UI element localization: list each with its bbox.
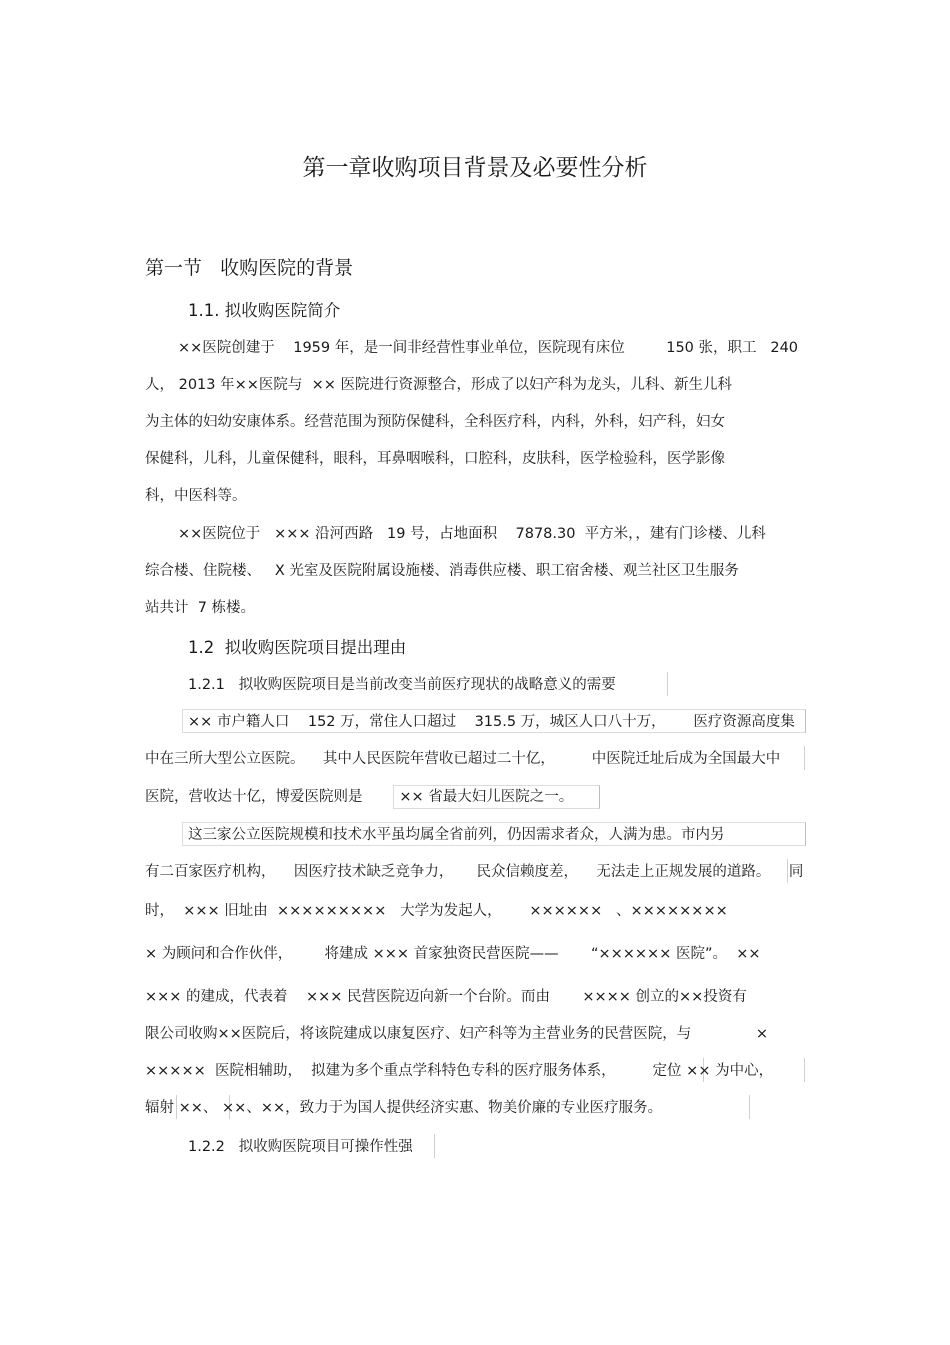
paragraph-line: ××××× 医院相辅助， 拟建为多个重点学科特色专科的医疗服务体系， 定位 ×× 为中心， [145,1063,774,1079]
paragraph-line: 综合楼、住院楼、 X 光室及医院附属设施楼、消毒供应楼、职工宿舍楼、观兰社区卫生服务 [145,563,739,579]
subsection-1-2-2-heading: 1.2.2 拟收购医院项目可操作性强 [188,1139,413,1155]
paragraph-line: 保健科，儿科，儿童保健科，眼科，耳鼻咽喉科，口腔科，皮肤科，医学检验科，医学影像 [145,451,725,467]
paragraph-line: ××× 的建成，代表着 ××× 民营医院迈向新一个台阶。而由 ×××× 创立的××投资有 [145,989,747,1005]
paragraph-line: ××医院创建于 1959 年，是一间非经营性事业单位，医院现有床位 150 张，职工 240 [178,340,799,356]
paragraph-line: 站共计 7 栋楼。 [145,600,256,616]
paragraph-line: 医院，营收达十亿，博爱医院则是 ×× 省最大妇儿医院之一。 [145,789,574,805]
paragraph-line: 限公司收购××医院后，将该院建成以康复医疗、妇产科等为主营业务的民营医院，与 × [145,1026,768,1042]
subsection-1-2-heading: 1.2 拟收购医院项目提出理由 [188,638,407,657]
paragraph-line: 人， 2013 年××医院与 ×× 医院进行资源整合，形成了以妇产科为龙头，儿科、新生儿科 [145,377,733,393]
paragraph-line: ×× 市户籍人口 152 万，常住人口超过 315.5 万，城区人口八十万， 医疗资源高度集 [188,714,795,730]
paragraph-line: 中在三所大型公立医院。 其中人民医院年营收已超过二十亿， 中医院迁址后成为全国最大中 [145,751,781,767]
text-frame-edge [804,746,805,770]
section-title: 第一节 收购医院的背景 [145,257,354,279]
chapter-title: 第一章收购项目背景及必要性分析 [302,155,648,181]
subsection-1-2-1-heading: 1.2.1 拟收购医院项目是当前改变当前医疗现状的战略意义的需要 [188,677,616,693]
subsection-1-1-heading: 1.1. 拟收购医院简介 [188,301,341,320]
text-frame-edge [749,1095,750,1119]
paragraph-line: 这三家公立医院规模和技术水平虽均属全省前列，仍因需求者众，人满为患。市内另 [188,827,725,843]
paragraph-line: ××医院位于 ××× 沿河西路 19 号，占地面积 7878.30 平方米，，建有门诊楼、儿科 [178,526,766,542]
text-frame-edge [667,672,668,696]
paragraph-line: 科，中医科等。 [145,488,247,504]
paragraph-line: 辐射 ××、 ××、××，致力于为国人提供经济实惠、物美价廉的专业医疗服务。 [145,1100,663,1116]
text-frame-edge [804,1058,805,1082]
paragraph-line: × 为顾问和合作伙伴， 将建成 ××× 首家独资民营医院—— “×××××× 医院”。 ×× [145,946,761,962]
text-frame-edge [434,1134,435,1158]
paragraph-line: 有二百家医疗机构， 因医疗技术缺乏竞争力， 民众信赖度差， 无法走上正规发展的道路。 同 [145,864,804,880]
paragraph-line: 时， ××× 旧址由 ××××××××× 大学为发起人， ×××××× 、×××××××× [145,903,728,919]
paragraph-line: 为主体的妇幼安康体系。经营范围为预防保健科，全科医疗科，内科，外科，妇产科，妇女 [145,414,725,430]
